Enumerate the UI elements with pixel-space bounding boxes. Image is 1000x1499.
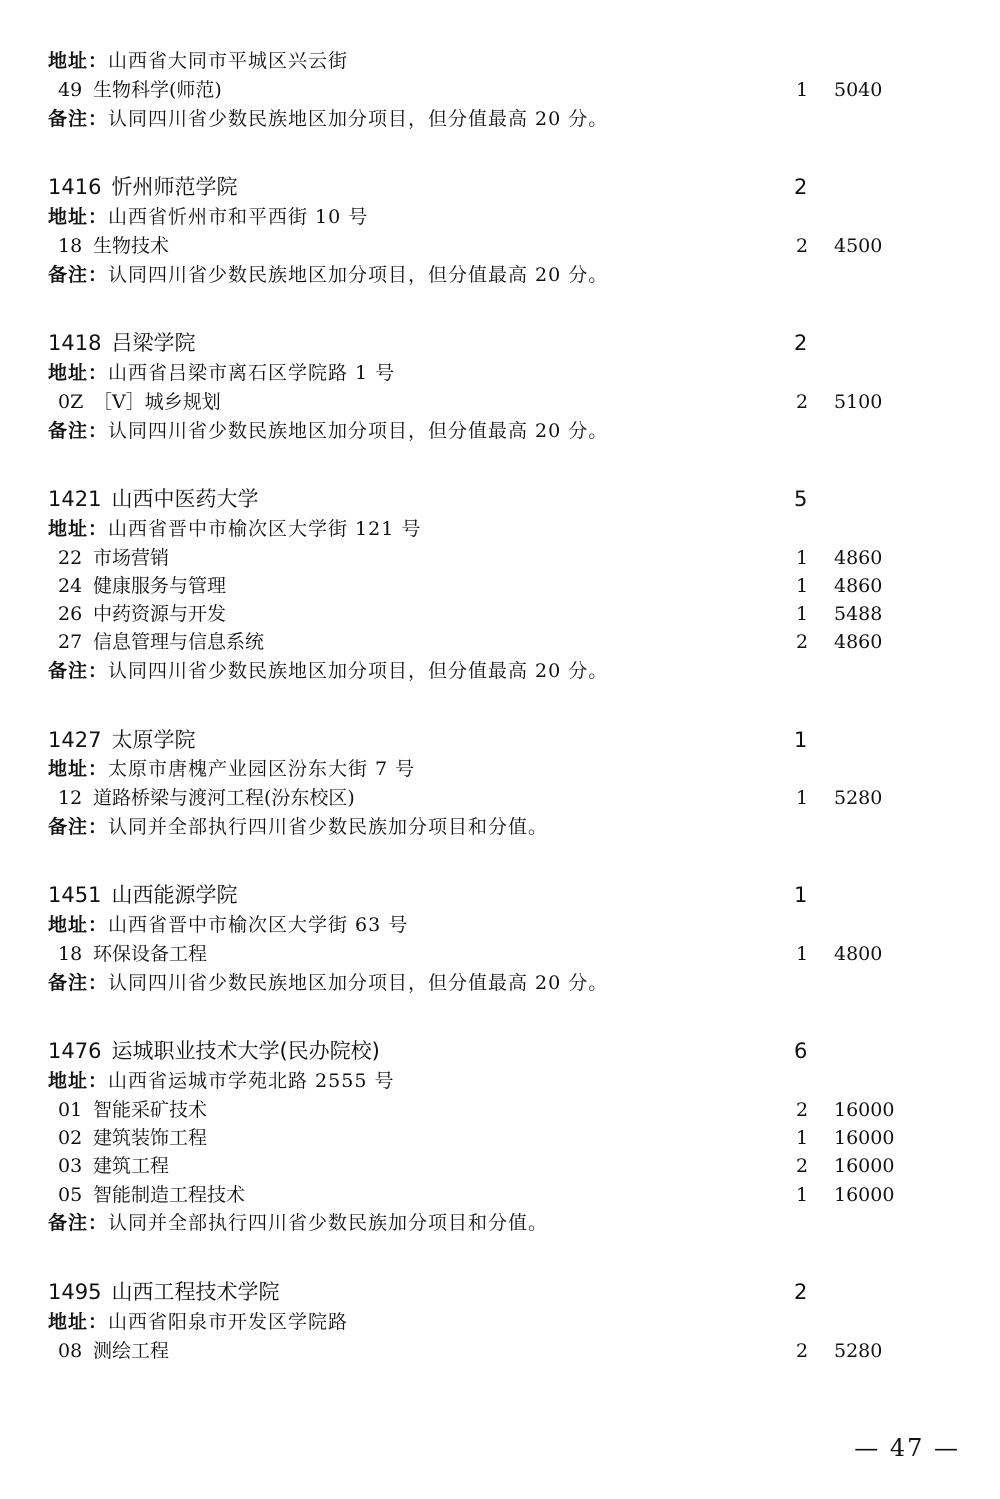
major-fee: 16000 [834, 1184, 895, 1206]
major-plan: 1 [796, 1184, 809, 1206]
institution-name: 山西中医药大学 [111, 487, 259, 511]
major-code: 02 [58, 1127, 83, 1149]
address-line [48, 1067, 948, 1095]
major-code: 03 [58, 1155, 83, 1177]
major-row [48, 1152, 948, 1180]
address-label: 地址： [48, 362, 109, 384]
major-code: 0Z [58, 391, 84, 413]
institution-code: 1418 [48, 331, 102, 355]
address-label: 地址： [48, 758, 109, 780]
address-label: 地址： [48, 50, 109, 72]
institution-name: 山西能源学院 [111, 883, 238, 907]
major-plan: 1 [796, 603, 809, 625]
major-code: 18 [58, 235, 83, 257]
note-line [48, 105, 948, 133]
institution-name: 运城职业技术大学(民办院校) [111, 1039, 380, 1063]
major-name: 生物技术 [93, 235, 170, 257]
address-label: 地址： [48, 206, 109, 228]
major-row [48, 1096, 948, 1124]
page-number: — 47 — [854, 1434, 960, 1462]
major-code: 49 [58, 79, 83, 101]
institution-code: 1427 [48, 728, 102, 752]
address-text: 山西省阳泉市开发区学院路 [108, 1311, 349, 1333]
address-line [48, 911, 948, 939]
major-name: 测绘工程 [93, 1340, 170, 1362]
major-row [48, 76, 948, 104]
address-text: 山西省晋中市榆次区大学街 63 号 [108, 914, 409, 936]
address-text: 山西省忻州市和平西街 10 号 [108, 206, 369, 228]
major-fee: 4800 [834, 943, 883, 965]
note-label: 备注： [48, 420, 109, 442]
major-name: 健康服务与管理 [93, 575, 227, 597]
institution-plan-count: 1 [794, 883, 808, 907]
major-plan: 1 [796, 787, 809, 809]
address-text: 山西省大同市平城区兴云街 [108, 50, 349, 72]
institution-plan-count: 2 [794, 331, 808, 355]
major-row [48, 388, 948, 416]
institution-header [48, 1037, 948, 1065]
major-plan: 1 [796, 1127, 809, 1149]
institution-header [48, 329, 948, 357]
address-line [48, 359, 948, 387]
major-fee: 16000 [834, 1127, 895, 1149]
address-line [48, 47, 948, 75]
major-code: 08 [58, 1340, 83, 1362]
major-fee: 5488 [834, 603, 883, 625]
institution-name: 吕梁学院 [111, 331, 196, 355]
institution-code: 1451 [48, 883, 102, 907]
major-row [48, 1337, 948, 1365]
major-plan: 2 [796, 631, 809, 653]
note-line [48, 1209, 948, 1237]
major-fee: 4860 [834, 575, 883, 597]
institution-header [48, 1278, 948, 1306]
major-code: 22 [58, 547, 83, 569]
address-text: 太原市唐槐产业园区汾东大街 7 号 [108, 758, 416, 780]
major-fee: 5040 [834, 79, 883, 101]
major-plan: 1 [796, 79, 809, 101]
note-label: 备注： [48, 972, 109, 994]
note-text: 认同四川省少数民族地区加分项目，但分值最高 20 分。 [108, 108, 609, 130]
major-code: 26 [58, 603, 83, 625]
major-row [48, 784, 948, 812]
major-plan: 2 [796, 391, 809, 413]
note-label: 备注： [48, 660, 109, 682]
major-row [48, 1181, 948, 1209]
note-line [48, 813, 948, 841]
major-fee: 16000 [834, 1099, 895, 1121]
note-text: 认同并全部执行四川省少数民族加分项目和分值。 [108, 1212, 549, 1234]
major-row [48, 544, 948, 572]
note-text: 认同四川省少数民族地区加分项目，但分值最高 20 分。 [108, 420, 609, 442]
note-label: 备注： [48, 264, 109, 286]
major-fee: 4860 [834, 547, 883, 569]
institution-plan-count: 6 [794, 1039, 808, 1063]
note-line [48, 417, 948, 445]
address-label: 地址： [48, 914, 109, 936]
note-text: 认同并全部执行四川省少数民族加分项目和分值。 [108, 816, 549, 838]
major-name: 智能采矿技术 [93, 1099, 208, 1121]
major-fee: 16000 [834, 1155, 895, 1177]
major-plan: 1 [796, 547, 809, 569]
major-name: 中药资源与开发 [93, 603, 227, 625]
address-text: 山西省运城市学苑北路 2555 号 [108, 1070, 395, 1092]
institution-name: 忻州师范学院 [111, 175, 238, 199]
note-label: 备注： [48, 816, 109, 838]
major-row [48, 600, 948, 628]
address-line [48, 515, 948, 543]
major-code: 05 [58, 1184, 83, 1206]
note-label: 备注： [48, 108, 109, 130]
major-row [48, 232, 948, 260]
major-row [48, 572, 948, 600]
major-code: 01 [58, 1099, 83, 1121]
note-text: 认同四川省少数民族地区加分项目，但分值最高 20 分。 [108, 972, 609, 994]
institution-name: 山西工程技术学院 [111, 1280, 280, 1304]
major-fee: 4500 [834, 235, 883, 257]
institution-header [48, 881, 948, 909]
major-code: 12 [58, 787, 83, 809]
major-fee: 5280 [834, 787, 883, 809]
institution-plan-count: 1 [794, 728, 808, 752]
address-line [48, 1308, 948, 1336]
major-name: 智能制造工程技术 [93, 1184, 246, 1206]
address-text: 山西省晋中市榆次区大学街 121 号 [108, 518, 422, 540]
institution-code: 1416 [48, 175, 102, 199]
institution-header [48, 173, 948, 201]
major-name: 道路桥梁与渡河工程(汾东校区) [93, 787, 355, 809]
major-name: 市场营销 [93, 547, 170, 569]
institution-plan-count: 2 [794, 175, 808, 199]
major-row [48, 1124, 948, 1152]
major-row [48, 628, 948, 656]
major-fee: 5100 [834, 391, 883, 413]
major-plan: 1 [796, 943, 809, 965]
major-name: 建筑工程 [93, 1155, 170, 1177]
major-name: 生物科学(师范) [93, 79, 222, 101]
major-name: ［V］城乡规划 [93, 391, 221, 413]
address-line [48, 203, 948, 231]
note-text: 认同四川省少数民族地区加分项目，但分值最高 20 分。 [108, 264, 609, 286]
major-plan: 2 [796, 1340, 809, 1362]
institution-plan-count: 2 [794, 1280, 808, 1304]
institution-code: 1421 [48, 487, 102, 511]
major-fee: 4860 [834, 631, 883, 653]
major-name: 建筑装饰工程 [93, 1127, 208, 1149]
institution-name: 太原学院 [111, 728, 196, 752]
major-name: 环保设备工程 [93, 943, 208, 965]
address-label: 地址： [48, 518, 109, 540]
major-code: 24 [58, 575, 83, 597]
institution-plan-count: 5 [794, 487, 808, 511]
note-label: 备注： [48, 1212, 109, 1234]
institution-code: 1476 [48, 1039, 102, 1063]
note-text: 认同四川省少数民族地区加分项目，但分值最高 20 分。 [108, 660, 609, 682]
note-line [48, 657, 948, 685]
institution-header [48, 485, 948, 513]
major-row [48, 940, 948, 968]
major-fee: 5280 [834, 1340, 883, 1362]
major-plan: 1 [796, 575, 809, 597]
major-plan: 2 [796, 1099, 809, 1121]
address-label: 地址： [48, 1311, 109, 1333]
address-line [48, 755, 948, 783]
major-plan: 2 [796, 1155, 809, 1177]
address-text: 山西省吕梁市离石区学院路 1 号 [108, 362, 396, 384]
address-label: 地址： [48, 1070, 109, 1092]
institution-header [48, 726, 948, 754]
institution-code: 1495 [48, 1280, 102, 1304]
major-name: 信息管理与信息系统 [93, 631, 265, 653]
note-line [48, 969, 948, 997]
major-code: 18 [58, 943, 83, 965]
note-line [48, 261, 948, 289]
major-plan: 2 [796, 235, 809, 257]
major-code: 27 [58, 631, 83, 653]
